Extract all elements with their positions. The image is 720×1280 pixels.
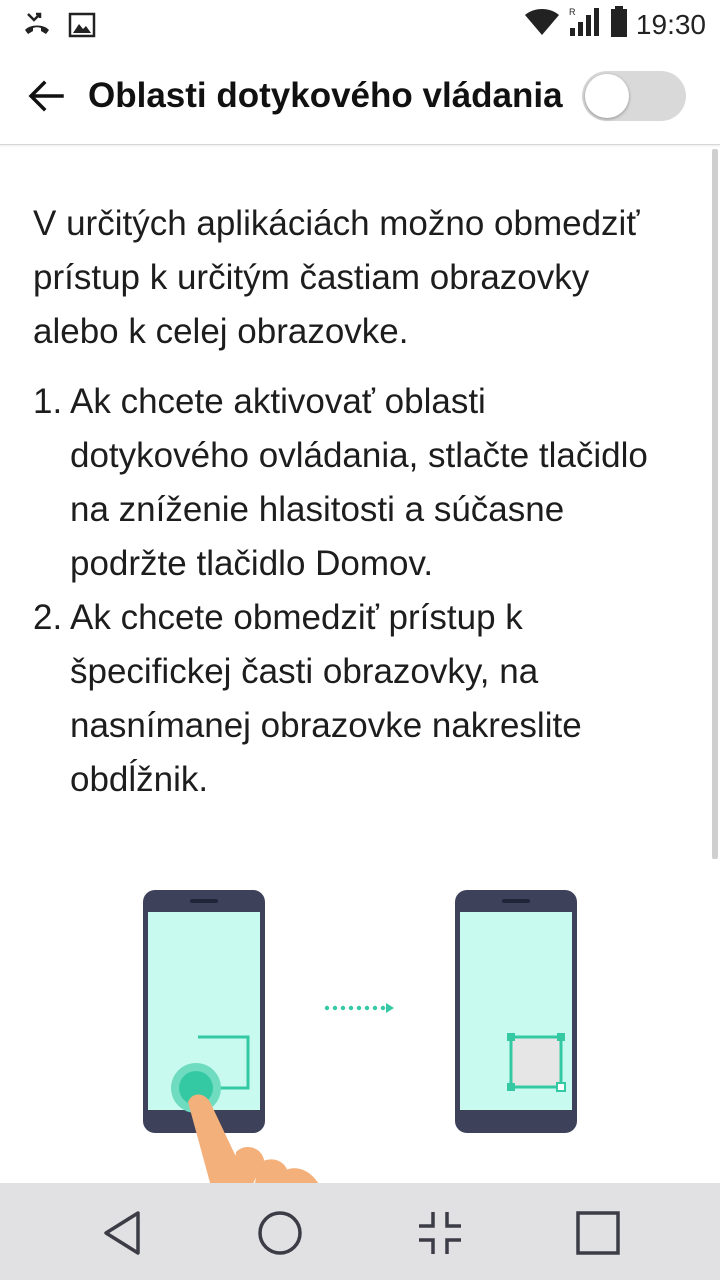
nav-back-button[interactable]: [92, 1203, 152, 1263]
toggle-knob: [585, 74, 629, 118]
clock: 19:30: [635, 8, 706, 40]
step-text: Ak chcete aktivovať oblasti dotykového ovládania, stlačte tlačidlo na zníženie hlasitosti a súčasne podržte tlačidlo Domov.: [70, 382, 648, 583]
list-item: [33, 591, 673, 807]
step-text: Ak chcete obmedziť prístup k špecifickej časti obrazovky, na nasnímanej obrazovke nakreslite obdĺžnik.: [70, 598, 582, 799]
phone-right-illustration: [455, 890, 577, 1133]
signal-icon: [568, 6, 602, 43]
wifi-icon: [524, 7, 560, 42]
app-bar: [0, 50, 720, 145]
recents-icon: [575, 1210, 621, 1256]
navigation-bar: [0, 1183, 720, 1280]
missed-call-icon: [22, 10, 52, 45]
nav-recents-button[interactable]: [568, 1203, 628, 1263]
arrow-right-icon: [325, 1003, 394, 1013]
page-title: Oblasti dotykového vládania: [88, 76, 563, 115]
home-icon: [256, 1209, 304, 1257]
nav-split-screen-button[interactable]: [410, 1203, 470, 1263]
back-button[interactable]: [22, 72, 70, 120]
phone-left-illustration: [143, 890, 322, 1183]
steps-list: [33, 375, 673, 807]
content-area[interactable]: [0, 145, 720, 1183]
back-icon: [100, 1209, 144, 1257]
step-number: 1.: [33, 382, 63, 421]
status-bar: [0, 0, 720, 50]
illustration: [0, 880, 720, 1183]
nav-home-button[interactable]: [250, 1203, 310, 1263]
split-screen-icon: [417, 1210, 463, 1256]
feature-toggle[interactable]: [582, 71, 686, 121]
scrollbar[interactable]: [712, 149, 718, 859]
svg-text:R: R: [568, 7, 576, 17]
list-item: [33, 375, 673, 591]
step-number: 2.: [33, 598, 63, 637]
intro-text: V určitých aplikáciách možno obmedziť prístup k určitým častiam obrazovky alebo k celej obrazovke.: [33, 204, 640, 351]
arrow-left-icon: [26, 76, 66, 116]
battery-icon: [610, 6, 628, 43]
image-icon: [68, 11, 96, 44]
